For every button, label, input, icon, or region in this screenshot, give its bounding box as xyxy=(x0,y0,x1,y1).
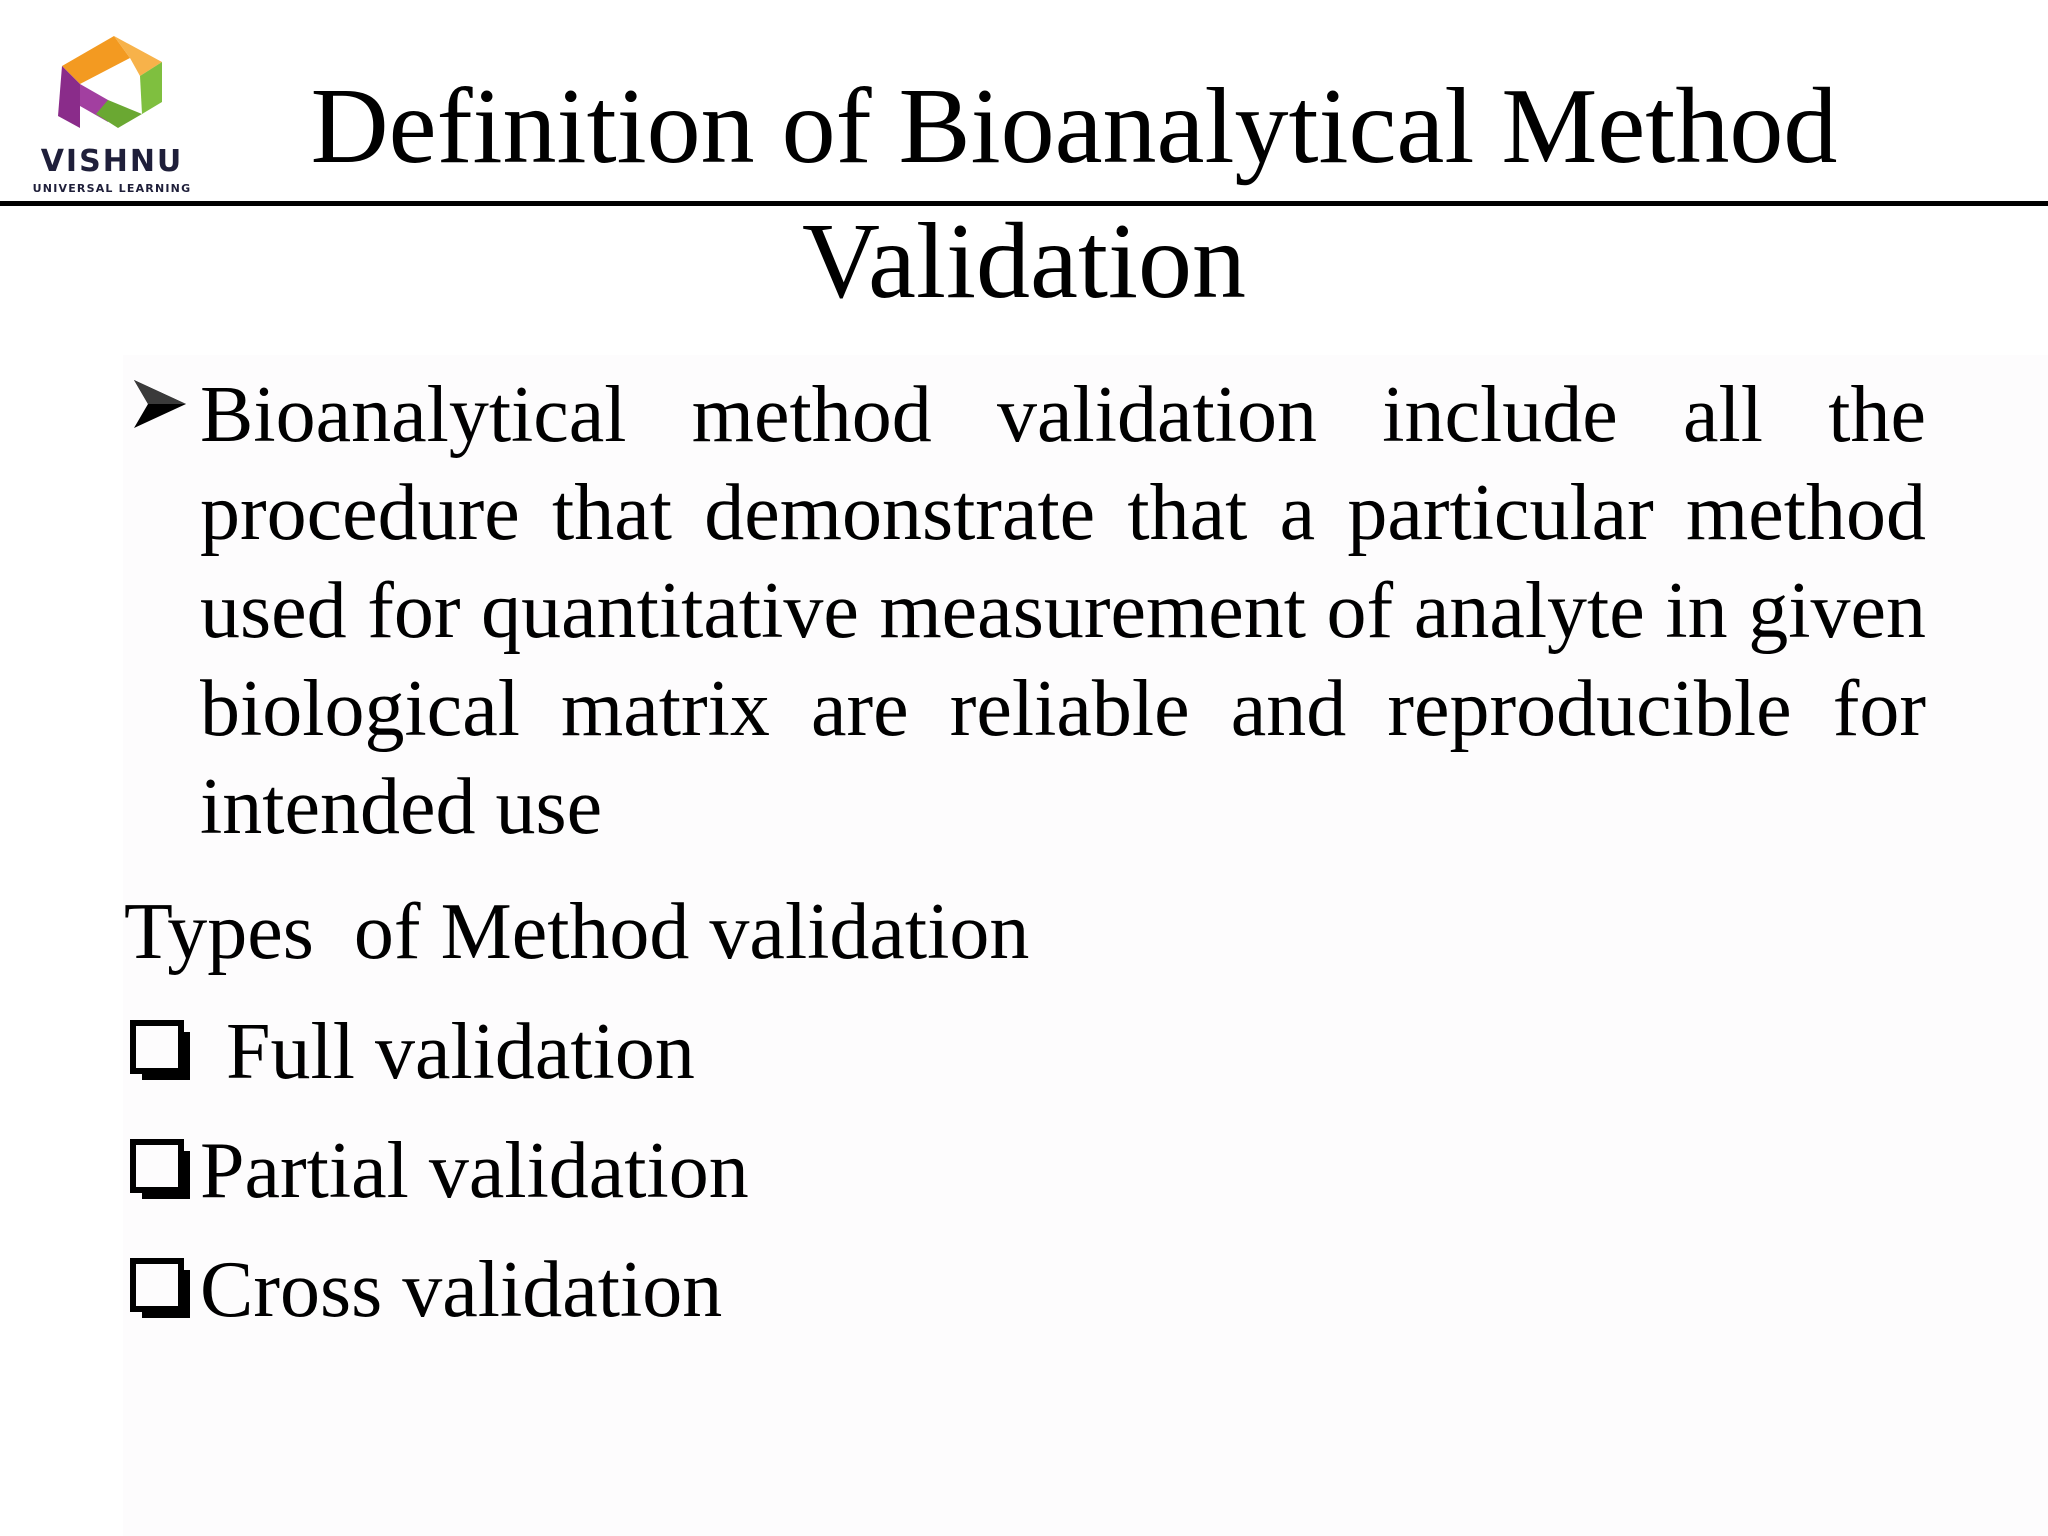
list-item xyxy=(130,1003,695,1101)
checkbox-icon xyxy=(130,1020,194,1084)
checkbox-icon xyxy=(130,1139,194,1203)
types-heading: Types of Method validation xyxy=(124,888,1030,976)
slide-title-line-2: Validation xyxy=(802,202,1246,321)
definition-paragraph: Bioanalytical method validation include all the procedure that demonstrate that a particular method used for quantitative measurement of analyte in given biological matrix are reliable and reproducible for intended use xyxy=(200,371,1926,851)
slide-title-line-1: Definition of Bioanalytical Method xyxy=(310,67,1838,186)
checkbox-icon xyxy=(130,1258,194,1322)
list-item xyxy=(130,1122,749,1220)
list-item-label: Cross validation xyxy=(200,1246,723,1334)
list-item xyxy=(130,1241,722,1339)
list-item-label: Partial validation xyxy=(200,1127,749,1215)
logo-name: VISHNU xyxy=(40,144,184,179)
logo-tagline: UNIVERSAL LEARNING xyxy=(32,182,192,195)
arrow-bullet-icon xyxy=(130,376,188,432)
list-item-label: Full validation xyxy=(226,1008,695,1096)
